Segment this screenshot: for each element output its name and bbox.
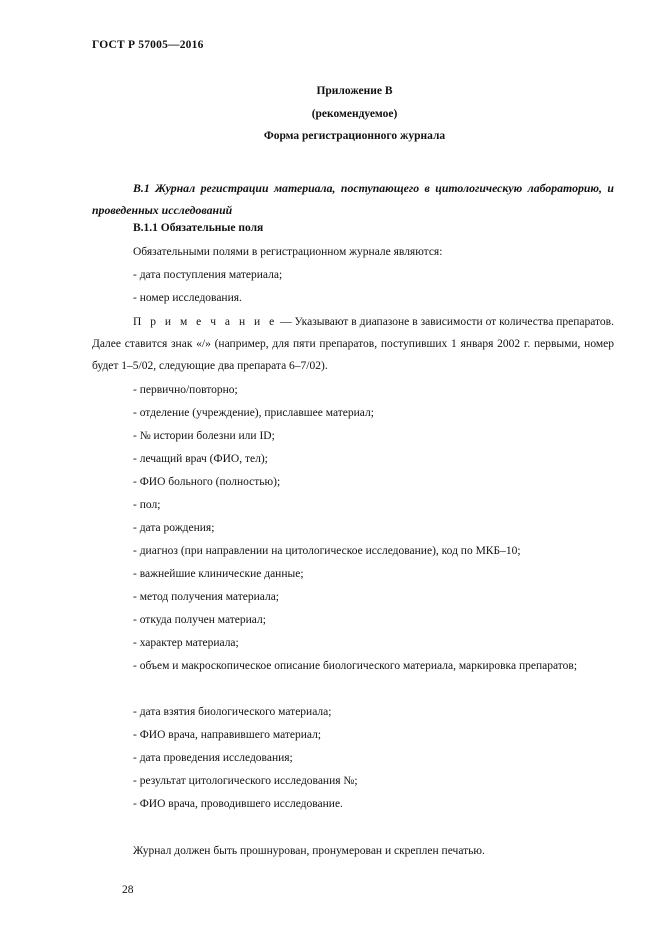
list-item: - пол; (133, 499, 161, 511)
list-item: - дата взятия биологического материала; (133, 706, 332, 718)
intro-paragraph: Обязательными полями в регистрационном журнале являются: (133, 246, 443, 258)
section-title: В.1 Журнал регистрации материала, поступающего в цитологическую лабораторию, и проведенных исследований (92, 181, 614, 217)
list-item: - ФИО врача, направившего материал; (133, 729, 322, 741)
list-item: - результат цитологического исследования №; (133, 775, 358, 787)
list-item: - важнейшие клинические данные; (133, 568, 304, 580)
list-item: - диагноз (при направлении на цитологическое исследование), код по МКБ–10; (133, 545, 521, 557)
note-label: П р и м е ч а н и е (133, 316, 278, 328)
closing-paragraph: Журнал должен быть прошнурован, пронумерован и скреплен печатью. (133, 845, 485, 857)
list-item: - дата рождения; (133, 522, 215, 534)
list-item: - характер материала; (133, 637, 239, 649)
standard-code: ГОСТ Р 57005—2016 (92, 39, 204, 51)
list-item: - метод получения материала; (133, 591, 279, 603)
list-item: - откуда получен материал; (133, 614, 266, 626)
list-item-volume: - объем и макроскопическое описание биологического материала, маркировка препаратов; (133, 660, 578, 672)
list-item: - № истории болезни или ID; (133, 430, 275, 442)
subsection-title: В.1.1 Обязательные поля (133, 222, 264, 234)
appendix-title: Приложение В (316, 85, 393, 97)
list-item: - дата поступления материала; (133, 269, 283, 281)
list-item: - ФИО больного (полностью); (133, 476, 281, 488)
list-item: - отделение (учреждение), приславшее материал; (133, 407, 374, 419)
list-item: - первично/повторно; (133, 384, 238, 396)
list-item: - номер исследования. (133, 292, 242, 304)
appendix-status: (рекомендуемое) (311, 108, 398, 120)
note-text: — Указывают в диапазоне в зависимости от количества препаратов. Далее ставится знак «/» (например, для пяти препаратов, поступивших 1 января 2002 г. первыми, номер будет 1–5/02, следующие два препарата 6–7/02). (92, 316, 614, 372)
list-item: - лечащий врач (ФИО, тел); (133, 453, 268, 465)
page-number: 28 (122, 884, 134, 896)
list-item: - дата проведения исследования; (133, 752, 293, 764)
list-item: - ФИО врача, проводившего исследование. (133, 798, 343, 810)
note-paragraph (92, 311, 614, 377)
appendix-subtitle: Форма регистрационного журнала (263, 130, 446, 142)
